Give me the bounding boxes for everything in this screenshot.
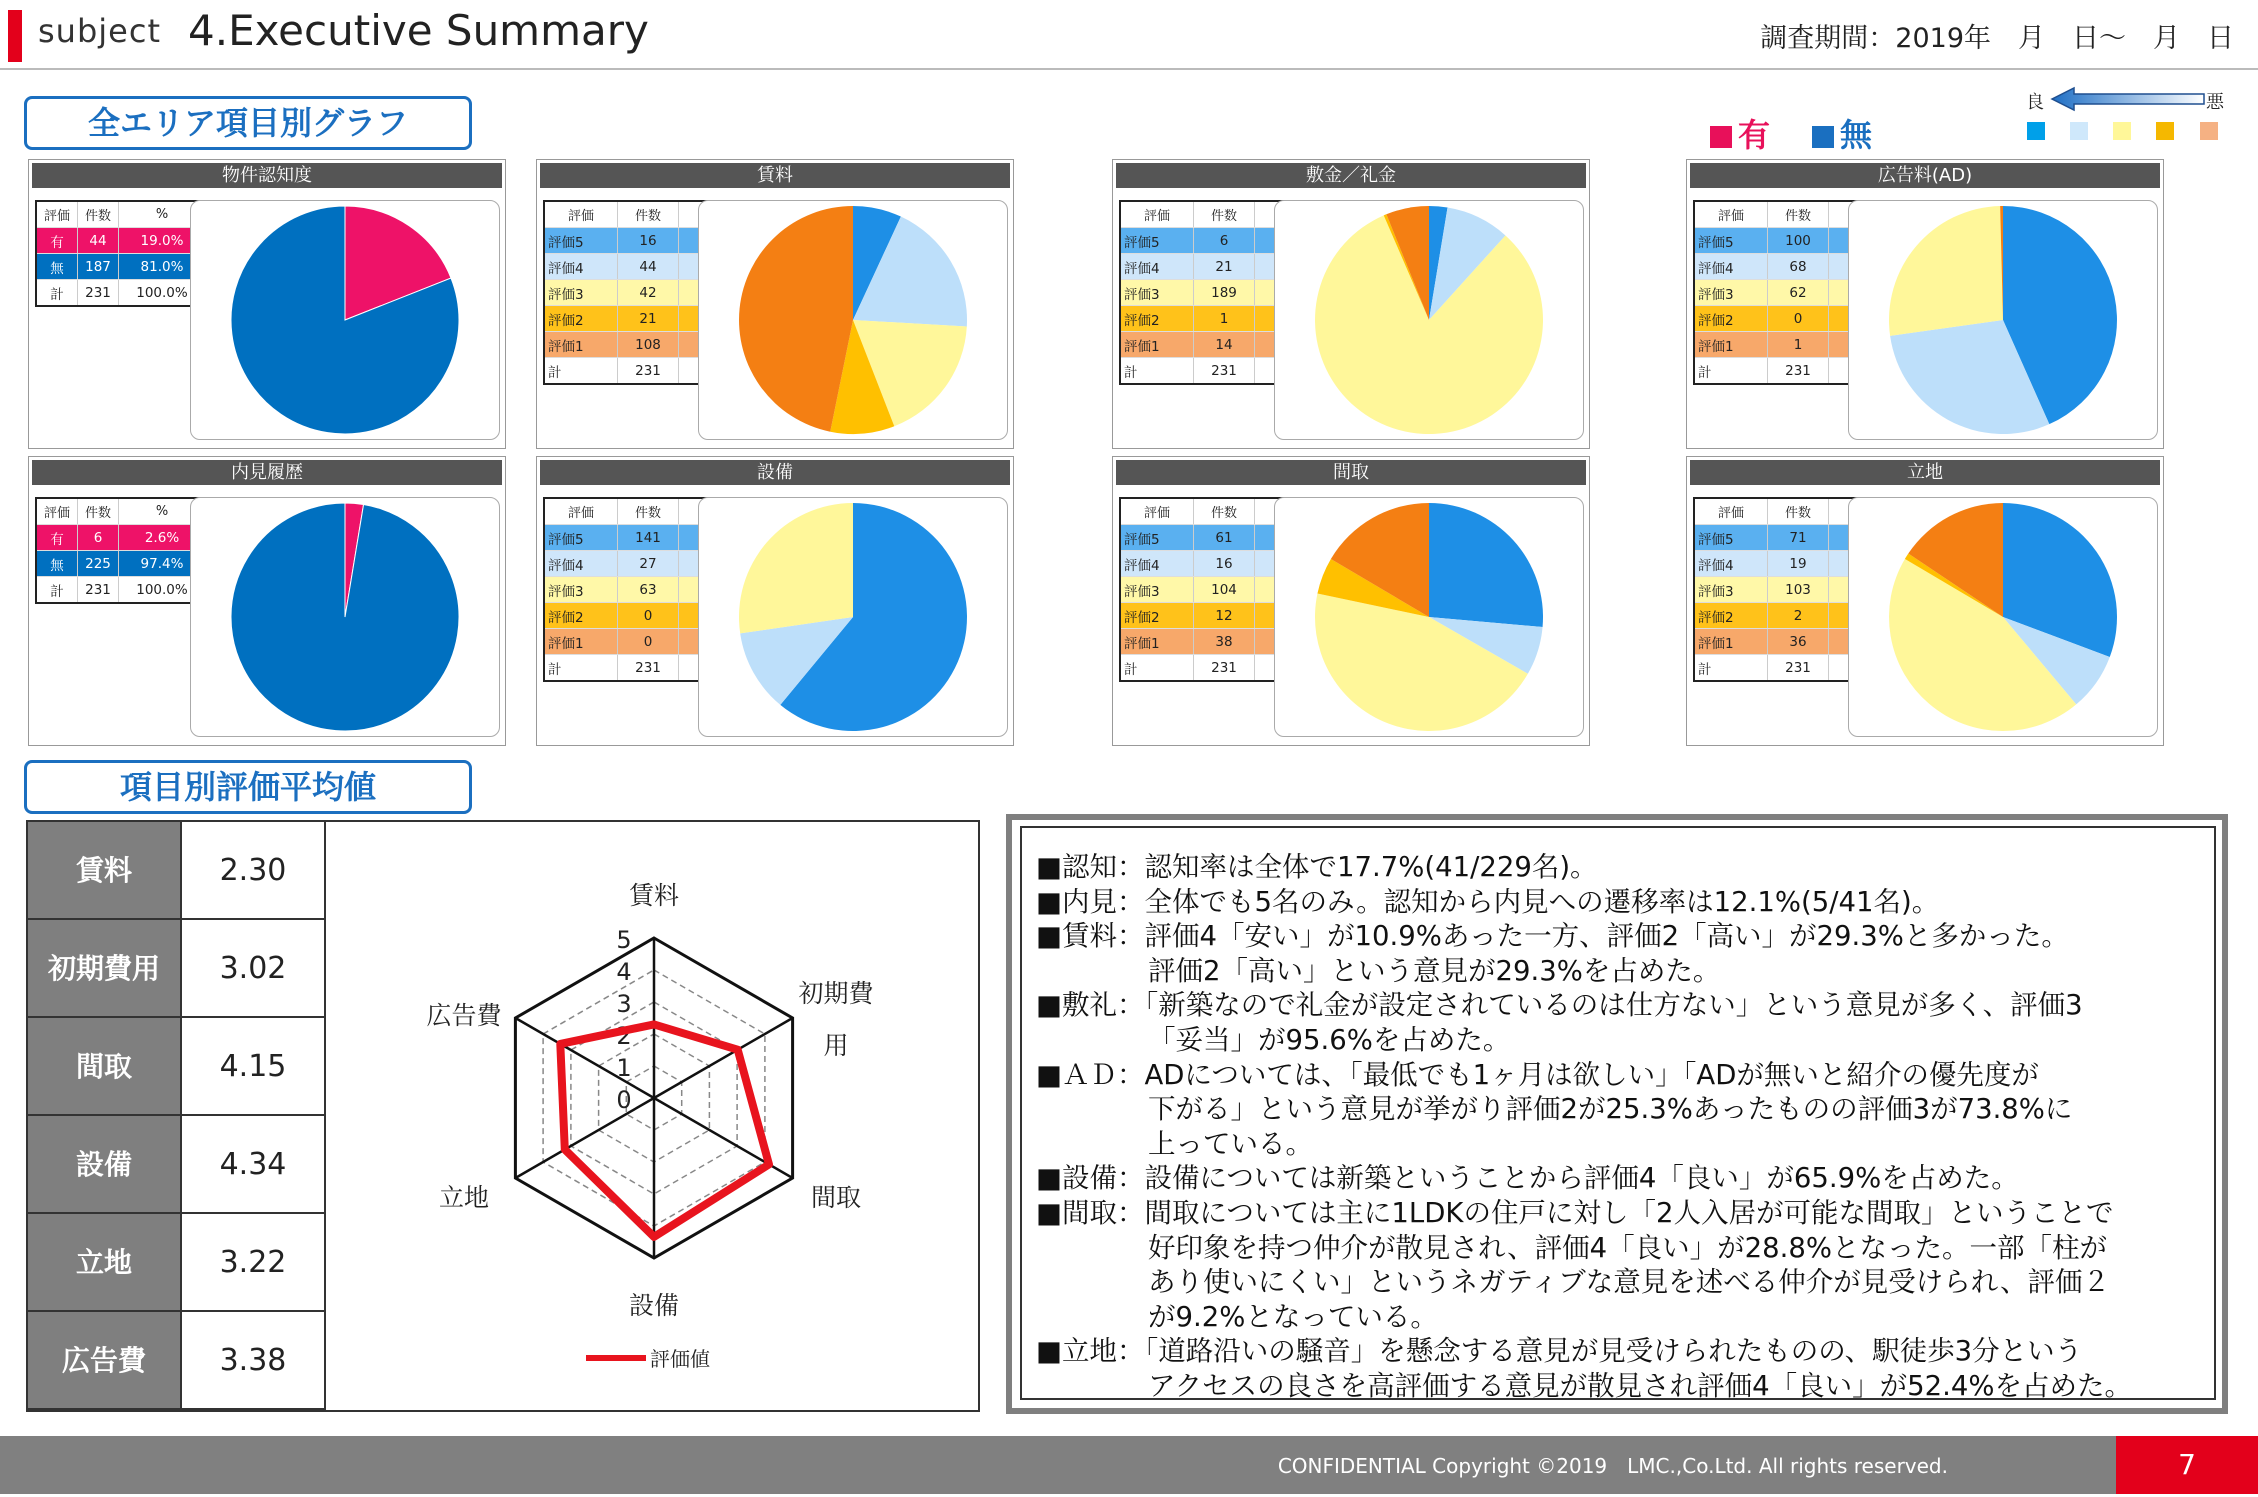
table-cell: 231 xyxy=(78,280,119,307)
survey-period: 調査期間：2019年 月 日～ 月 日 xyxy=(1760,23,2234,54)
pie-slice xyxy=(1889,206,2003,336)
table-row xyxy=(36,228,206,254)
average-value: 3.38 xyxy=(180,1312,326,1410)
comment-line: ■認知：認知率は全体で17.7%(41/229名)。 xyxy=(1036,851,1598,883)
table-cell: 231 xyxy=(1768,358,1829,385)
radar-axis-label: 賃料 xyxy=(628,881,680,910)
graph-panel xyxy=(536,159,1014,449)
table-cell: 68 xyxy=(1768,254,1829,280)
table-cell: 71 xyxy=(1768,525,1829,551)
table-cell: 6 xyxy=(1194,228,1255,254)
comment-line: ■内見：全体でも5名のみ。認知から内見への遷移率は12.1%(5/41名)。 xyxy=(1036,885,1940,918)
table-cell: 14 xyxy=(1194,332,1255,358)
comment-line: ■敷礼：「新築なので礼金が設定されているのは仕方ない」という意見が多く、評価3 xyxy=(1036,989,2083,1022)
table-cell: 63 xyxy=(618,577,679,603)
legend-yes-label: 有 xyxy=(1738,116,1771,154)
table-cell: 計 xyxy=(544,655,618,682)
table-cell: 2 xyxy=(1768,603,1829,629)
graph-panel xyxy=(28,159,506,449)
average-label: 間取 xyxy=(28,1018,180,1116)
table-cell: 評価3 xyxy=(1694,577,1768,603)
table-cell: 231 xyxy=(1768,655,1829,682)
table-cell: 100.0% xyxy=(119,577,207,604)
table-cell: 評価3 xyxy=(1120,280,1194,306)
pie-slice xyxy=(739,503,853,633)
table-cell: 評価2 xyxy=(1120,603,1194,629)
table-cell: 評価1 xyxy=(1694,629,1768,655)
radar-chart xyxy=(330,822,976,1410)
average-row xyxy=(28,822,326,920)
pie-chart-frame xyxy=(1274,200,1584,440)
average-value: 4.34 xyxy=(180,1116,326,1214)
table-cell: 計 xyxy=(544,358,618,385)
radar-tick-label: 5 xyxy=(616,926,632,954)
table-cell: 評価4 xyxy=(544,551,618,577)
graph-panel xyxy=(28,456,506,746)
comment-line: ■設備：設備については新築ということから評価4「良い」が65.9%を占めた。 xyxy=(1036,1162,2019,1195)
table-cell: 231 xyxy=(78,577,119,604)
table-cell: 評価5 xyxy=(1120,525,1194,551)
header-divider xyxy=(0,68,2258,70)
table-header: 件数 xyxy=(1194,498,1255,525)
radar-axis-label: 用 xyxy=(823,1031,849,1060)
radar-tick-label: 2 xyxy=(616,1022,632,1050)
table-cell: 評価3 xyxy=(1694,280,1768,306)
table-cell: 評価1 xyxy=(544,332,618,358)
average-row xyxy=(28,1018,326,1116)
table-cell: 評価2 xyxy=(1694,603,1768,629)
table-cell: 評価4 xyxy=(1694,551,1768,577)
table-cell: 0 xyxy=(618,629,679,655)
panel-title: 内見履歴 xyxy=(32,460,502,485)
comment-line: ■賃料：評価4「安い」が10.9%あった一方、評価2「高い」が29.3%と多かった。 xyxy=(1036,920,2069,953)
legend-no xyxy=(1812,110,1872,156)
table-header: 評価 xyxy=(1120,201,1194,228)
scale-swatch-3 xyxy=(2113,122,2131,140)
panel-table xyxy=(35,497,207,604)
table-cell: 評価1 xyxy=(1694,332,1768,358)
radar-tick-label: 4 xyxy=(616,958,632,986)
panel-table xyxy=(35,200,207,307)
table-cell: 評価2 xyxy=(544,603,618,629)
comment-line: 好印象を持つ仲介が散見され、評価4「良い」が28.8%となった。一部「柱が xyxy=(1148,1231,2108,1264)
radar-axis-label: 初期費 xyxy=(798,979,874,1008)
graph-panel xyxy=(1686,159,2164,449)
pie-chart-frame xyxy=(1274,497,1584,737)
average-label: 賃料 xyxy=(28,822,180,920)
page-title: 4.Executive Summary xyxy=(188,6,649,55)
table-cell: 1 xyxy=(1194,306,1255,332)
table-row xyxy=(36,551,206,577)
average-row xyxy=(28,920,326,1018)
scale-bad-label: 悪 xyxy=(2206,92,2224,113)
table-cell: 0 xyxy=(618,603,679,629)
table-header: 件数 xyxy=(1768,201,1829,228)
table-row xyxy=(36,577,206,604)
pie-chart xyxy=(191,201,499,439)
graph-panel xyxy=(1686,456,2164,746)
table-cell: 評価2 xyxy=(1694,306,1768,332)
table-header: 評価 xyxy=(36,201,78,228)
radar-tick-label: 1 xyxy=(616,1054,632,1082)
table-cell: 62 xyxy=(1768,280,1829,306)
section-title-averages: 項目別評価平均値 xyxy=(24,760,472,814)
table-header: 件数 xyxy=(1768,498,1829,525)
table-cell: 評価1 xyxy=(1120,629,1194,655)
graph-panel xyxy=(1112,456,1590,746)
radar-axis-label: 広告費 xyxy=(426,1001,502,1030)
table-cell: 評価1 xyxy=(1120,332,1194,358)
page-number: 7 xyxy=(2116,1436,2258,1494)
table-cell: 評価5 xyxy=(544,525,618,551)
panel-title: 設備 xyxy=(540,460,1010,485)
table-cell: 1 xyxy=(1768,332,1829,358)
pie-chart xyxy=(1275,498,1583,736)
pie-chart xyxy=(1849,498,2157,736)
table-cell: 21 xyxy=(618,306,679,332)
table-header: 件数 xyxy=(78,201,119,228)
average-label: 広告費 xyxy=(28,1312,180,1410)
pie-chart xyxy=(1849,201,2157,439)
pie-chart-frame xyxy=(698,200,1008,440)
table-cell: 評価4 xyxy=(1120,551,1194,577)
table-cell: 有 xyxy=(36,525,78,551)
legend-yes xyxy=(1710,110,1770,156)
table-cell: 評価5 xyxy=(1120,228,1194,254)
table-cell: 評価2 xyxy=(1120,306,1194,332)
table-header: 評価 xyxy=(544,498,618,525)
table-cell: 231 xyxy=(618,358,679,385)
panel-title: 敷金／礼金 xyxy=(1116,163,1586,188)
pie-chart xyxy=(699,201,1007,439)
table-cell: 103 xyxy=(1768,577,1829,603)
panel-title: 間取 xyxy=(1116,460,1586,485)
legend-no-label: 無 xyxy=(1840,116,1873,154)
table-cell: 225 xyxy=(78,551,119,577)
average-label: 設備 xyxy=(28,1116,180,1214)
table-cell: 100.0% xyxy=(119,280,207,307)
table-cell: 81.0% xyxy=(119,254,207,280)
pie-chart xyxy=(699,498,1007,736)
table-cell: 計 xyxy=(1694,358,1768,385)
table-cell: 無 xyxy=(36,254,78,280)
table-cell: 16 xyxy=(618,228,679,254)
panel-title: 賃料 xyxy=(540,163,1010,188)
scale-swatch-1 xyxy=(2200,122,2218,140)
pie-chart-frame xyxy=(190,200,500,440)
table-cell: 97.4% xyxy=(119,551,207,577)
table-header: 件数 xyxy=(618,498,679,525)
table-cell: 計 xyxy=(1694,655,1768,682)
comment-line: ■間取：間取については主に1LDKの住戸に対し「2人入居が可能な間取」ということで xyxy=(1036,1197,2114,1229)
table-cell: 0 xyxy=(1768,306,1829,332)
radar-legend-label: 評価値 xyxy=(650,1347,710,1371)
table-cell: 評価3 xyxy=(544,280,618,306)
comment-line: ■ＡＤ：ADについては、「最低でも1ヶ月は欲しい」「ADが無いと紹介の優先度が xyxy=(1036,1058,2039,1091)
average-value: 4.15 xyxy=(180,1018,326,1116)
table-header: 評価 xyxy=(544,201,618,228)
table-cell: 44 xyxy=(618,254,679,280)
pie-chart-frame xyxy=(1848,497,2158,737)
section-title-graphs: 全エリア項目別グラフ xyxy=(24,96,472,150)
table-cell: 評価4 xyxy=(544,254,618,280)
table-cell: 評価2 xyxy=(544,306,618,332)
pie-chart-frame xyxy=(698,497,1008,737)
graph-panel xyxy=(536,456,1014,746)
table-cell: 38 xyxy=(1194,629,1255,655)
table-cell: 42 xyxy=(618,280,679,306)
header-accent-bar xyxy=(8,10,22,62)
radar-axis-label: 立地 xyxy=(438,1183,490,1212)
comment-line: 「妥当」が95.6%を占めた。 xyxy=(1148,1024,1511,1056)
table-header: 評価 xyxy=(1694,498,1768,525)
comment-line: が9.2%となっている。 xyxy=(1148,1300,1438,1333)
table-cell: 評価3 xyxy=(544,577,618,603)
average-row xyxy=(28,1116,326,1214)
table-header: 件数 xyxy=(1194,201,1255,228)
table-cell: 評価5 xyxy=(1694,228,1768,254)
pie-chart-frame xyxy=(190,497,500,737)
graph-panel xyxy=(1112,159,1590,449)
scale-swatch-5 xyxy=(2027,122,2045,140)
table-cell: 計 xyxy=(1120,358,1194,385)
table-cell: 100 xyxy=(1768,228,1829,254)
average-value: 3.22 xyxy=(180,1214,326,1312)
table-cell: 61 xyxy=(1194,525,1255,551)
footer-copyright: CONFIDENTIAL Copyright ©2019 LMC.,Co.Ltd. All rights reserved. xyxy=(1277,1454,1948,1478)
pie-slice xyxy=(231,503,459,731)
table-row xyxy=(36,525,206,551)
legend-yes-swatch xyxy=(1710,126,1732,148)
comment-line: あり使いにくい」というネガティブな意見を述べる仲介が見受けられ、評価２ xyxy=(1148,1266,2110,1299)
scale-swatch-4 xyxy=(2070,122,2088,140)
average-value: 2.30 xyxy=(180,822,326,920)
table-cell: 189 xyxy=(1194,280,1255,306)
table-header: 評価 xyxy=(1694,201,1768,228)
table-cell: 231 xyxy=(1194,655,1255,682)
table-header: 件数 xyxy=(618,201,679,228)
table-header: 評価 xyxy=(36,498,78,525)
radar-tick-label: 0 xyxy=(616,1086,632,1114)
table-cell: 計 xyxy=(1120,655,1194,682)
panel-title: 広告料(AD) xyxy=(1690,163,2160,188)
table-cell: 27 xyxy=(618,551,679,577)
scale-good-label: 良 xyxy=(2026,92,2044,113)
table-cell: 231 xyxy=(1194,358,1255,385)
table-header: 評価 xyxy=(1120,498,1194,525)
radar-axis-label: 間取 xyxy=(810,1183,862,1212)
table-row xyxy=(36,280,206,307)
table-cell: 評価3 xyxy=(1120,577,1194,603)
pie-chart xyxy=(1275,201,1583,439)
table-cell: 141 xyxy=(618,525,679,551)
pie-slice xyxy=(739,206,853,432)
radar-tick-label: 3 xyxy=(616,990,632,1018)
comment-line: 上っている。 xyxy=(1148,1127,1313,1160)
table-cell: 231 xyxy=(618,655,679,682)
panel-title: 立地 xyxy=(1690,460,2160,485)
panel-title: 物件認知度 xyxy=(32,163,502,188)
table-cell: 評価4 xyxy=(1120,254,1194,280)
table-cell: 2.6% xyxy=(119,525,207,551)
average-value: 3.02 xyxy=(180,920,326,1018)
pie-slice xyxy=(1429,503,1543,627)
table-header: % xyxy=(119,498,207,525)
comment-line: アクセスの良さを高評価する意見が散見され評価4「良い」が52.4%を占めた。 xyxy=(1148,1370,2133,1402)
table-cell: 評価5 xyxy=(1694,525,1768,551)
table-cell: 21 xyxy=(1194,254,1255,280)
table-header: % xyxy=(119,201,207,228)
subject-label: subject xyxy=(38,12,161,50)
table-cell: 評価5 xyxy=(544,228,618,254)
average-label: 立地 xyxy=(28,1214,180,1312)
table-cell: 計 xyxy=(36,280,78,307)
table-cell: 104 xyxy=(1194,577,1255,603)
table-cell: 計 xyxy=(36,577,78,604)
table-cell: 187 xyxy=(78,254,119,280)
table-cell: 評価1 xyxy=(544,629,618,655)
comment-line: ■立地：「道路沿いの騒音」を懸念する意見が見受けられたものの、駅徒歩3分という xyxy=(1036,1335,2083,1368)
radar-axis-label: 設備 xyxy=(628,1291,680,1320)
comment-line: 下がる」という意見が挙がり評価2が25.3%あったものの評価3が73.8%に xyxy=(1148,1093,2073,1126)
pie-chart xyxy=(191,498,499,736)
averages-divider xyxy=(324,820,326,1412)
radar-series-line xyxy=(560,1024,769,1237)
scale-swatch-2 xyxy=(2156,122,2174,140)
table-cell: 16 xyxy=(1194,551,1255,577)
average-label: 初期費用 xyxy=(28,920,180,1018)
average-row xyxy=(28,1312,326,1410)
table-cell: 有 xyxy=(36,228,78,254)
table-cell: 44 xyxy=(78,228,119,254)
table-cell: 19 xyxy=(1768,551,1829,577)
comment-line: 評価2「高い」という意見が29.3%を占めた。 xyxy=(1148,954,1721,987)
table-row xyxy=(36,254,206,280)
table-cell: 19.0% xyxy=(119,228,207,254)
table-cell: 無 xyxy=(36,551,78,577)
table-cell: 36 xyxy=(1768,629,1829,655)
table-cell: 12 xyxy=(1194,603,1255,629)
average-row xyxy=(28,1214,326,1312)
table-cell: 6 xyxy=(78,525,119,551)
table-cell: 108 xyxy=(618,332,679,358)
legend-no-swatch xyxy=(1812,126,1834,148)
table-cell: 評価4 xyxy=(1694,254,1768,280)
pie-chart-frame xyxy=(1848,200,2158,440)
table-header: 件数 xyxy=(78,498,119,525)
